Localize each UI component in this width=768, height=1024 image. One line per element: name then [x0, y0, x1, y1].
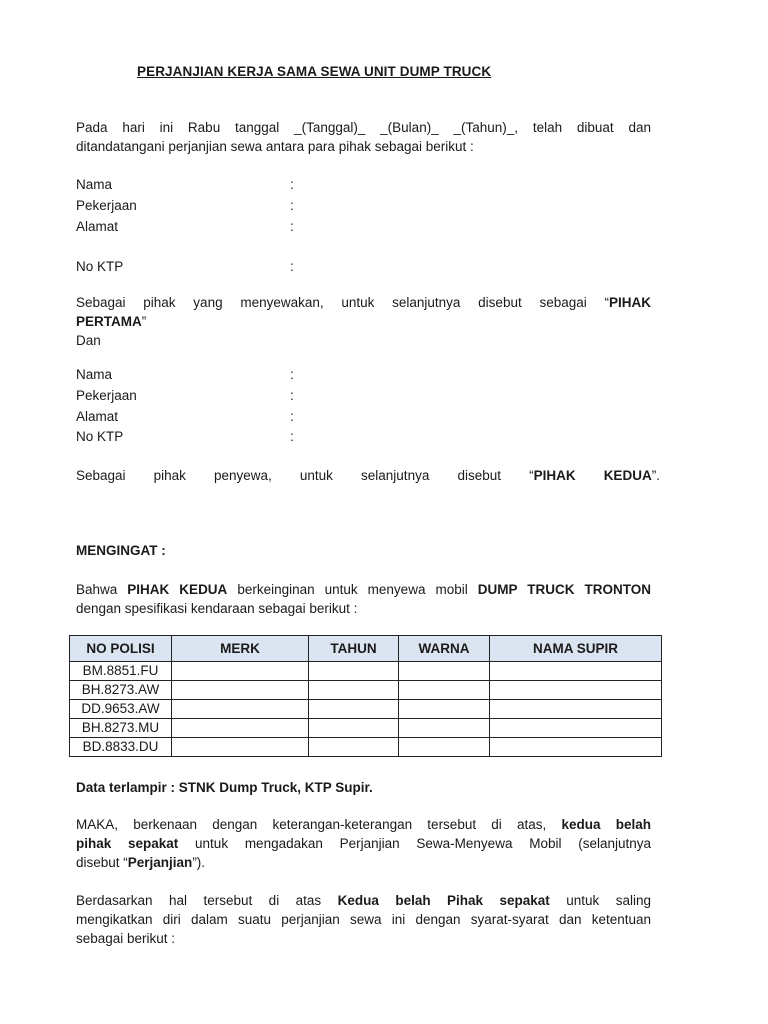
intro-line-2: ditandatangani perjanjian sewa antara para pihak sebagai berikut :	[76, 139, 474, 154]
party1-desc-line-1	[76, 293, 651, 312]
dan-text: Dan	[76, 333, 101, 348]
data-terlampir: Data terlampir : STNK Dump Truck, KTP Supir.	[76, 780, 373, 795]
party2-alamat-label: Alamat	[76, 409, 119, 424]
party2-desc-word: selanjutnya	[361, 468, 430, 483]
table-header-row	[70, 636, 662, 662]
party1-alamat-label: Alamat	[76, 219, 119, 234]
berdasarkan-text: Berdasarkan hal tersebut di atas	[76, 893, 338, 908]
header-tahun: TAHUN	[309, 636, 399, 662]
header-no-polisi: NO POLISI	[70, 636, 172, 662]
party1-desc-close-quote: ”	[141, 314, 147, 329]
bahwa-text: berkeinginan untuk menyewa mobil	[227, 582, 478, 597]
open-quote: “	[529, 468, 534, 483]
party2-desc	[76, 466, 660, 485]
bahwa-line-2: dengan spesifikasi kendaraan sebagai berikut :	[76, 601, 358, 616]
cell-no-polisi: DD.9653.AW	[70, 700, 172, 719]
bahwa-bold-pihak-kedua: PIHAK KEDUA	[127, 582, 228, 597]
maka-line-2	[76, 834, 651, 853]
cell-tahun	[309, 700, 399, 719]
cell-tahun	[309, 719, 399, 738]
cell-no-polisi: BD.8833.DU	[70, 738, 172, 757]
cell-tahun	[309, 681, 399, 700]
cell-warna	[399, 681, 490, 700]
header-nama-supir: NAMA SUPIR	[490, 636, 662, 662]
maka-bold-kedua-belah: kedua belah	[561, 817, 651, 832]
table-row	[70, 662, 662, 681]
maka-line-3	[76, 853, 651, 872]
cell-tahun	[309, 738, 399, 757]
party2-desc-word: untuk	[299, 468, 333, 483]
maka-line-1	[76, 815, 651, 834]
cell-warna	[399, 719, 490, 738]
party2-desc-word: pihak	[153, 468, 186, 483]
table-row	[70, 719, 662, 738]
party2-desc-bold-kedua: KEDUA	[603, 468, 652, 483]
party2-noktp-colon: :	[290, 429, 294, 444]
party1-desc-bold-pihak: PIHAK	[608, 295, 651, 310]
cell-merk	[172, 738, 309, 757]
header-warna: WARNA	[399, 636, 490, 662]
party1-nama-label: Nama	[76, 177, 113, 192]
cell-tahun	[309, 662, 399, 681]
party2-desc-kedua	[604, 466, 660, 485]
party1-pekerjaan-label: Pekerjaan	[76, 198, 137, 213]
cell-warna	[399, 662, 490, 681]
cell-merk	[172, 700, 309, 719]
cell-no-polisi: BH.8273.AW	[70, 681, 172, 700]
cell-nama-supir	[490, 681, 662, 700]
berdasarkan-text: untuk saling	[549, 893, 651, 908]
party2-desc-bold-pihak: PIHAK	[533, 468, 576, 483]
maka-bold-perjanjian: Perjanjian	[127, 855, 193, 870]
table-row	[70, 738, 662, 757]
party2-pekerjaan-label: Pekerjaan	[76, 388, 137, 403]
cell-warna	[399, 700, 490, 719]
maka-text: ”).	[192, 855, 206, 870]
berdasarkan-line-3: sebagai berikut :	[76, 931, 176, 946]
party2-nama-colon: :	[290, 367, 294, 382]
party1-pekerjaan-colon: :	[290, 198, 294, 213]
cell-nama-supir	[490, 719, 662, 738]
intro-line-1: Pada hari ini Rabu tanggal _(Tanggal)_ _(Bulan)_ _(Tahun)_, telah dibuat dan	[76, 120, 651, 135]
party1-nama-colon: :	[290, 177, 294, 192]
berdasarkan-bold: Kedua belah Pihak sepakat	[337, 893, 550, 908]
party2-desc-pihak	[529, 466, 576, 485]
party2-pekerjaan-colon: :	[290, 388, 294, 403]
berdasarkan-line-2: mengikatkan diri dalam suatu perjanjian sewa ini dengan syarat-syarat dan ketentuan	[76, 912, 651, 927]
close-quote: ”.	[651, 468, 660, 483]
party1-noktp-label: No KTP	[76, 259, 124, 274]
bahwa-bold-dump-truck: DUMP TRUCK TRONTON	[477, 582, 651, 597]
header-merk: MERK	[172, 636, 309, 662]
party2-noktp-label: No KTP	[76, 429, 124, 444]
cell-merk	[172, 662, 309, 681]
cell-warna	[399, 738, 490, 757]
cell-no-polisi: BH.8273.MU	[70, 719, 172, 738]
party1-desc-text: Sebagai pihak yang menyewakan, untuk selanjutnya disebut sebagai “	[76, 295, 609, 310]
party1-noktp-colon: :	[290, 259, 294, 274]
party2-nama-label: Nama	[76, 367, 113, 382]
berdasarkan-line-1	[76, 891, 651, 910]
bahwa-text: Bahwa	[76, 582, 128, 597]
party2-alamat-colon: :	[290, 409, 294, 424]
maka-text: untuk mengadakan Perjanjian Sewa-Menyewa Mobil (selanjutnya	[178, 836, 651, 851]
cell-no-polisi: BM.8851.FU	[70, 662, 172, 681]
party1-desc-line-2	[76, 312, 651, 331]
cell-nama-supir	[490, 700, 662, 719]
cell-nama-supir	[490, 662, 662, 681]
table-row	[70, 681, 662, 700]
maka-text: disebut “	[76, 855, 128, 870]
party2-desc-word: penyewa,	[214, 468, 272, 483]
party1-desc-bold-pertama: PERTAMA	[76, 314, 142, 329]
cell-merk	[172, 719, 309, 738]
cell-merk	[172, 681, 309, 700]
party2-desc-word: disebut	[457, 468, 501, 483]
party2-desc-word: Sebagai	[76, 468, 126, 483]
mengingat-heading: MENGINGAT :	[76, 543, 166, 558]
party1-alamat-colon: :	[290, 219, 294, 234]
table-row	[70, 700, 662, 719]
document-title: PERJANJIAN KERJA SAMA SEWA UNIT DUMP TRUCK	[137, 64, 492, 79]
vehicle-table	[69, 635, 662, 757]
bahwa-line-1	[76, 580, 651, 599]
maka-text: MAKA, berkenaan dengan keterangan-keterangan tersebut di atas,	[76, 817, 562, 832]
maka-bold-pihak-sepakat: pihak sepakat	[76, 836, 179, 851]
cell-nama-supir	[490, 738, 662, 757]
